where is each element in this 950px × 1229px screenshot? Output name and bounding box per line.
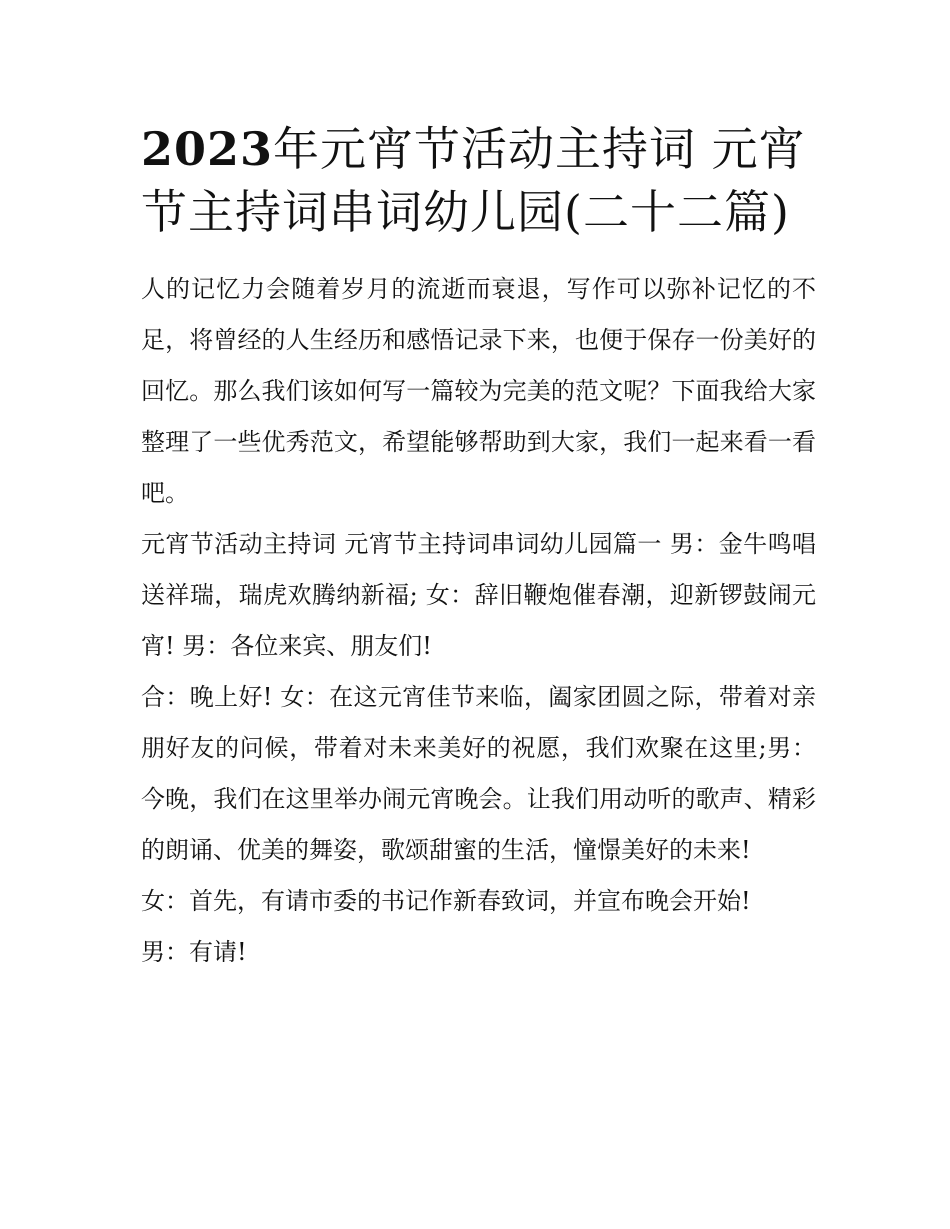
title-text: 年元宵节活动主持词 元宵节主持词串词幼儿园(二十二篇) [141,122,806,239]
paragraph-opening: 元宵节活动主持词 元宵节主持词串词幼儿园篇一 男：金牛鸣唱送祥瑞，瑞虎欢腾纳新福; 女：辞旧鞭炮催春潮，迎新锣鼓闹元宵! 男：各位来宾、朋友们! [141,530,816,660]
paragraph-closing: 男：有请! [141,938,247,966]
document-page [141,118,816,978]
paragraph-invitation: 女：首先，有请市委的书记作新春致词，并宣布晚会开始! [141,887,751,915]
title-year: 2023 [141,122,274,176]
paragraph-greeting: 合：晚上好! 女：在这元宵佳节来临，阖家团圆之际，带着对亲朋好友的问候，带着对未来美好的祝愿，我们欢聚在这里;男：今晚，我们在这里举办闹元宵晚会。让我们用动听的歌声、精彩的朗诵、优美的舞姿，歌颂甜蜜的生活，憧憬美好的未来! [141,683,816,864]
document-title [141,118,816,244]
paragraph-intro: 人的记忆力会随着岁月的流逝而衰退，写作可以弥补记忆的不足，将曾经的人生经历和感悟记录下来，也便于保存一份美好的回忆。那么我们该如何写一篇较为完美的范文呢？下面我给大家整理了一些优秀范文，希望能够帮助到大家，我们一起来看一看吧。 [141,275,816,507]
